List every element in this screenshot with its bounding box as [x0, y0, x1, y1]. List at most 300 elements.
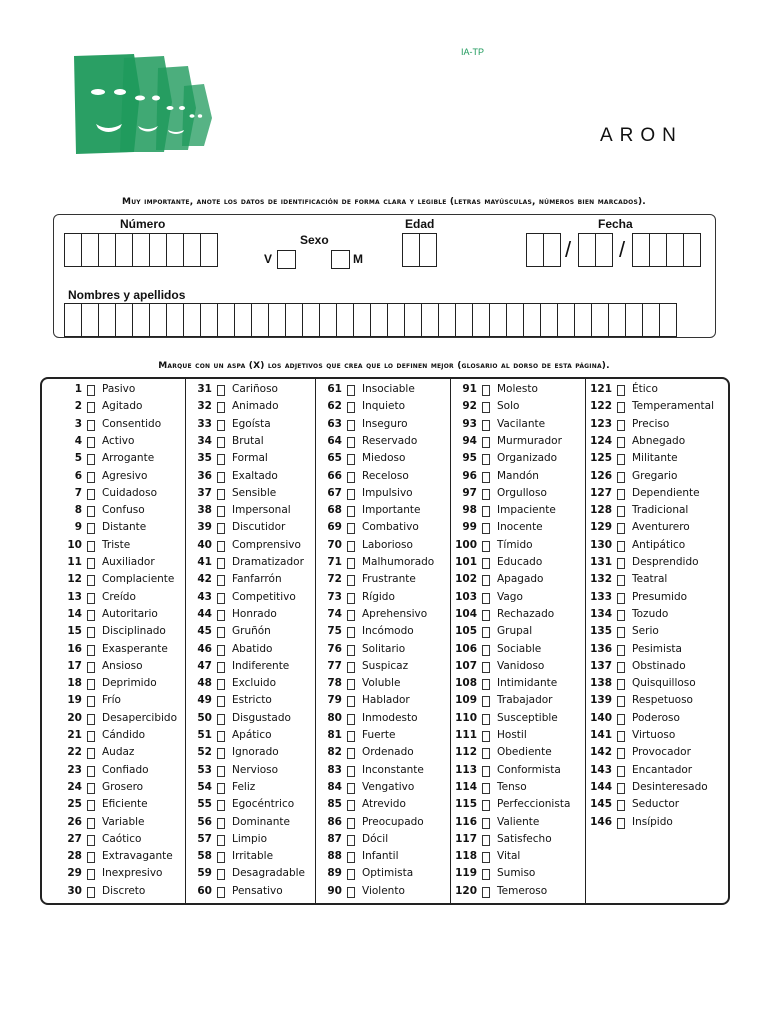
digit-box[interactable]: [595, 233, 613, 267]
empty-checkbox-icon[interactable]: [217, 852, 225, 863]
empty-checkbox-icon[interactable]: [87, 852, 95, 863]
item-number: 17: [67, 659, 82, 672]
empty-checkbox-icon[interactable]: [217, 523, 225, 534]
empty-checkbox-icon[interactable]: [87, 748, 95, 759]
empty-checkbox-icon[interactable]: [87, 437, 95, 448]
empty-checkbox-icon[interactable]: [617, 645, 625, 656]
adjective-label: Cuidadoso: [102, 486, 157, 499]
empty-checkbox-icon[interactable]: [87, 869, 95, 880]
empty-checkbox-icon[interactable]: [347, 454, 355, 465]
digit-box[interactable]: [526, 233, 544, 267]
page-title: ARON: [600, 125, 683, 146]
empty-checkbox-icon[interactable]: [482, 835, 490, 846]
empty-checkbox-icon[interactable]: [617, 489, 625, 500]
empty-checkbox-icon[interactable]: [482, 800, 490, 811]
empty-checkbox-icon[interactable]: [347, 402, 355, 413]
empty-checkbox-icon[interactable]: [347, 558, 355, 569]
empty-checkbox-icon[interactable]: [347, 696, 355, 707]
item-number: 107: [455, 659, 477, 672]
empty-checkbox-icon[interactable]: [617, 402, 625, 413]
empty-checkbox-icon[interactable]: [87, 420, 95, 431]
item-number: 19: [67, 694, 82, 707]
letter-box[interactable]: [625, 303, 643, 337]
empty-checkbox-icon[interactable]: [217, 558, 225, 569]
empty-checkbox-icon[interactable]: [482, 489, 490, 500]
letter-box[interactable]: [472, 303, 490, 337]
empty-checkbox-icon[interactable]: [87, 541, 95, 552]
empty-checkbox-icon[interactable]: [87, 766, 95, 777]
edad-field[interactable]: [402, 233, 436, 267]
adjective-label: Irritable: [232, 850, 274, 863]
item-number: 45: [197, 625, 212, 638]
letter-box[interactable]: [370, 303, 388, 337]
letter-box[interactable]: [319, 303, 337, 337]
letter-box[interactable]: [404, 303, 422, 337]
empty-checkbox-icon[interactable]: [87, 800, 95, 811]
empty-checkbox-icon[interactable]: [482, 523, 490, 534]
letter-box[interactable]: [574, 303, 592, 337]
adjective-label: Provocador: [632, 746, 691, 759]
empty-checkbox-icon[interactable]: [347, 714, 355, 725]
empty-checkbox-icon[interactable]: [87, 558, 95, 569]
letter-box[interactable]: [608, 303, 626, 337]
empty-checkbox-icon[interactable]: [347, 437, 355, 448]
empty-checkbox-icon[interactable]: [347, 541, 355, 552]
letter-box[interactable]: [455, 303, 473, 337]
item-number: 125: [590, 452, 612, 465]
empty-checkbox-icon[interactable]: [347, 662, 355, 673]
empty-checkbox-icon[interactable]: [482, 714, 490, 725]
adjective-label: Malhumorado: [362, 556, 435, 568]
empty-checkbox-icon[interactable]: [87, 679, 95, 690]
adjective-label: Abatido: [232, 642, 273, 655]
item-number: 60: [197, 884, 212, 897]
item-number: 15: [67, 625, 82, 638]
letter-box[interactable]: [149, 303, 167, 337]
digit-box[interactable]: [578, 233, 596, 267]
letter-box[interactable]: [132, 303, 150, 337]
digit-box[interactable]: [649, 233, 667, 267]
empty-checkbox-icon[interactable]: [87, 402, 95, 413]
item-number: 134: [590, 607, 612, 620]
nombres-field[interactable]: [64, 303, 676, 337]
digit-box[interactable]: [81, 233, 99, 267]
date-separator: /: [565, 237, 572, 262]
item-number: 142: [590, 746, 612, 759]
item-number: 106: [455, 642, 477, 655]
digit-box[interactable]: [666, 233, 684, 267]
empty-checkbox-icon[interactable]: [217, 748, 225, 759]
empty-checkbox-icon[interactable]: [87, 714, 95, 725]
empty-checkbox-icon[interactable]: [347, 766, 355, 777]
item-number: 145: [590, 798, 612, 811]
empty-checkbox-icon[interactable]: [87, 523, 95, 534]
adjective-label: Confuso: [102, 504, 145, 517]
letter-box[interactable]: [591, 303, 609, 337]
empty-checkbox-icon[interactable]: [347, 800, 355, 811]
empty-checkbox-icon[interactable]: [347, 645, 355, 656]
empty-checkbox-icon[interactable]: [617, 662, 625, 673]
empty-checkbox-icon[interactable]: [617, 472, 625, 483]
letter-box[interactable]: [438, 303, 456, 337]
empty-checkbox-icon[interactable]: [217, 800, 225, 811]
empty-checkbox-icon[interactable]: [347, 852, 355, 863]
empty-checkbox-icon[interactable]: [347, 887, 355, 898]
empty-checkbox-icon[interactable]: [347, 731, 355, 742]
letter-box[interactable]: [217, 303, 235, 337]
adjective-label: Pensativo: [232, 884, 283, 897]
empty-checkbox-icon[interactable]: [87, 489, 95, 500]
empty-checkbox-icon[interactable]: [347, 472, 355, 483]
empty-checkbox-icon[interactable]: [347, 869, 355, 880]
letter-box[interactable]: [523, 303, 541, 337]
item-number: 50: [197, 711, 212, 724]
empty-checkbox-icon[interactable]: [217, 627, 225, 638]
empty-checkbox-icon[interactable]: [347, 679, 355, 690]
empty-checkbox-icon[interactable]: [482, 679, 490, 690]
adjective-label: Audaz: [102, 746, 135, 759]
adjective-label: Temperamental: [632, 400, 715, 413]
adjective-label: Susceptible: [497, 711, 558, 724]
letter-box[interactable]: [268, 303, 286, 337]
empty-checkbox-icon[interactable]: [217, 575, 225, 586]
empty-checkbox-icon[interactable]: [217, 731, 225, 742]
empty-checkbox-icon[interactable]: [482, 662, 490, 673]
empty-checkbox-icon[interactable]: [217, 472, 225, 483]
letter-box[interactable]: [98, 303, 116, 337]
empty-checkbox-icon[interactable]: [617, 454, 625, 465]
adjective-label: Desprendido: [632, 556, 699, 568]
empty-checkbox-icon[interactable]: [482, 437, 490, 448]
sexo-m-checkbox[interactable]: [331, 250, 350, 269]
empty-checkbox-icon[interactable]: [217, 869, 225, 880]
adjective-label: Desapercibido: [102, 711, 178, 724]
fecha-year-field[interactable]: [632, 233, 700, 267]
empty-checkbox-icon[interactable]: [217, 385, 225, 396]
item-number: 12: [67, 573, 82, 586]
item-number: 126: [590, 469, 612, 482]
empty-checkbox-icon[interactable]: [347, 420, 355, 431]
item-number: 56: [197, 815, 212, 828]
empty-checkbox-icon[interactable]: [617, 575, 625, 586]
empty-checkbox-icon[interactable]: [482, 783, 490, 794]
letter-box[interactable]: [166, 303, 184, 337]
letter-box[interactable]: [285, 303, 303, 337]
empty-checkbox-icon[interactable]: [87, 506, 95, 517]
letter-box[interactable]: [81, 303, 99, 337]
empty-checkbox-icon[interactable]: [347, 748, 355, 759]
empty-checkbox-icon[interactable]: [87, 472, 95, 483]
letter-box[interactable]: [336, 303, 354, 337]
empty-checkbox-icon[interactable]: [217, 887, 225, 898]
item-number: 23: [67, 763, 82, 776]
digit-box[interactable]: [115, 233, 133, 267]
empty-checkbox-icon[interactable]: [482, 541, 490, 552]
empty-checkbox-icon[interactable]: [617, 679, 625, 690]
empty-checkbox-icon[interactable]: [617, 385, 625, 396]
empty-checkbox-icon[interactable]: [482, 696, 490, 707]
digit-box[interactable]: [64, 233, 82, 267]
adjective-label: Hostil: [497, 729, 527, 741]
empty-checkbox-icon[interactable]: [217, 662, 225, 673]
empty-checkbox-icon[interactable]: [482, 766, 490, 777]
empty-checkbox-icon[interactable]: [87, 818, 95, 829]
digit-box[interactable]: [632, 233, 650, 267]
empty-checkbox-icon[interactable]: [347, 627, 355, 638]
empty-checkbox-icon[interactable]: [87, 645, 95, 656]
empty-checkbox-icon[interactable]: [347, 523, 355, 534]
empty-checkbox-icon[interactable]: [217, 818, 225, 829]
digit-box[interactable]: [543, 233, 561, 267]
empty-checkbox-icon[interactable]: [87, 887, 95, 898]
empty-checkbox-icon[interactable]: [217, 420, 225, 431]
empty-checkbox-icon[interactable]: [217, 766, 225, 777]
item-number: 41: [197, 556, 212, 568]
adjective-label: Serio: [632, 625, 659, 638]
item-number: 39: [197, 521, 212, 534]
digit-box[interactable]: [402, 233, 420, 267]
adjective-label: Intimidante: [497, 677, 558, 690]
adjective-label: Animado: [232, 400, 279, 413]
empty-checkbox-icon[interactable]: [87, 627, 95, 638]
letter-box[interactable]: [64, 303, 82, 337]
item-number: 141: [590, 729, 612, 741]
item-number: 144: [590, 780, 612, 793]
letter-box[interactable]: [387, 303, 405, 337]
empty-checkbox-icon[interactable]: [617, 783, 625, 794]
empty-checkbox-icon[interactable]: [482, 420, 490, 431]
item-number: 7: [74, 486, 82, 499]
empty-checkbox-icon[interactable]: [617, 818, 625, 829]
adjective-label: Agresivo: [102, 469, 148, 482]
empty-checkbox-icon[interactable]: [482, 472, 490, 483]
empty-checkbox-icon[interactable]: [617, 748, 625, 759]
empty-checkbox-icon[interactable]: [482, 748, 490, 759]
empty-checkbox-icon[interactable]: [617, 420, 625, 431]
empty-checkbox-icon[interactable]: [482, 645, 490, 656]
letter-box[interactable]: [506, 303, 524, 337]
item-number: 137: [590, 659, 612, 672]
digit-box[interactable]: [166, 233, 184, 267]
empty-checkbox-icon[interactable]: [217, 506, 225, 517]
letter-box[interactable]: [353, 303, 371, 337]
digit-box[interactable]: [132, 233, 150, 267]
digit-box[interactable]: [419, 233, 437, 267]
empty-checkbox-icon[interactable]: [217, 645, 225, 656]
empty-checkbox-icon[interactable]: [217, 593, 225, 604]
empty-checkbox-icon[interactable]: [482, 506, 490, 517]
item-number: 135: [590, 625, 612, 638]
adjective-label: Dócil: [362, 832, 389, 845]
fecha-month-field[interactable]: [578, 233, 612, 267]
empty-checkbox-icon[interactable]: [87, 610, 95, 621]
item-number: 114: [455, 780, 477, 793]
adjective-label: Inseguro: [362, 417, 408, 430]
empty-checkbox-icon[interactable]: [482, 402, 490, 413]
empty-checkbox-icon[interactable]: [617, 627, 625, 638]
letter-box[interactable]: [659, 303, 677, 337]
adjective-label: Discutidor: [232, 521, 286, 534]
empty-checkbox-icon[interactable]: [482, 610, 490, 621]
empty-checkbox-icon[interactable]: [617, 766, 625, 777]
adjective-label: Confiado: [102, 763, 149, 776]
letter-box[interactable]: [540, 303, 558, 337]
empty-checkbox-icon[interactable]: [217, 679, 225, 690]
empty-checkbox-icon[interactable]: [347, 575, 355, 586]
item-number: 59: [197, 867, 212, 880]
letter-box[interactable]: [642, 303, 660, 337]
empty-checkbox-icon[interactable]: [617, 731, 625, 742]
empty-checkbox-icon[interactable]: [347, 593, 355, 604]
adjective-label: Satisfecho: [497, 832, 552, 845]
letter-box[interactable]: [115, 303, 133, 337]
empty-checkbox-icon[interactable]: [217, 437, 225, 448]
empty-checkbox-icon[interactable]: [482, 869, 490, 880]
empty-checkbox-icon[interactable]: [482, 558, 490, 569]
empty-checkbox-icon[interactable]: [87, 593, 95, 604]
adjective-label: Seductor: [632, 798, 680, 811]
empty-checkbox-icon[interactable]: [217, 783, 225, 794]
empty-checkbox-icon[interactable]: [87, 731, 95, 742]
empty-checkbox-icon[interactable]: [217, 610, 225, 621]
empty-checkbox-icon[interactable]: [482, 887, 490, 898]
digit-box[interactable]: [683, 233, 701, 267]
digit-box[interactable]: [200, 233, 218, 267]
adjective-label: Auxiliador: [102, 556, 155, 568]
adjective-label: Honrado: [232, 607, 277, 620]
empty-checkbox-icon[interactable]: [217, 696, 225, 707]
adjective-label: Impersonal: [232, 504, 291, 517]
item-number: 62: [327, 400, 342, 413]
adjective-label: Insociable: [362, 383, 415, 395]
empty-checkbox-icon[interactable]: [617, 506, 625, 517]
empty-checkbox-icon[interactable]: [482, 818, 490, 829]
adjective-label: Ansioso: [102, 659, 143, 672]
fecha-day-field[interactable]: [526, 233, 560, 267]
digit-box[interactable]: [149, 233, 167, 267]
empty-checkbox-icon[interactable]: [347, 783, 355, 794]
empty-checkbox-icon[interactable]: [482, 385, 490, 396]
item-number: 57: [197, 832, 212, 845]
empty-checkbox-icon[interactable]: [87, 385, 95, 396]
adjective-label: Fanfarrón: [232, 573, 282, 586]
empty-checkbox-icon[interactable]: [87, 783, 95, 794]
empty-checkbox-icon[interactable]: [617, 714, 625, 725]
empty-checkbox-icon[interactable]: [217, 714, 225, 725]
adjective-label: Vital: [497, 850, 521, 863]
adjective-label: Deprimido: [102, 677, 157, 690]
empty-checkbox-icon[interactable]: [87, 835, 95, 846]
adjective-label: Inquieto: [362, 400, 405, 413]
empty-checkbox-icon[interactable]: [482, 575, 490, 586]
adjective-label: Reservado: [362, 434, 418, 447]
empty-checkbox-icon[interactable]: [347, 818, 355, 829]
empty-checkbox-icon[interactable]: [617, 541, 625, 552]
numero-field[interactable]: [64, 233, 217, 267]
item-number: 123: [590, 417, 612, 430]
empty-checkbox-icon[interactable]: [617, 593, 625, 604]
digit-box[interactable]: [183, 233, 201, 267]
empty-checkbox-icon[interactable]: [217, 454, 225, 465]
item-number: 10: [67, 538, 82, 551]
adjective-label: Insípido: [632, 815, 673, 828]
empty-checkbox-icon[interactable]: [87, 575, 95, 586]
digit-box[interactable]: [98, 233, 116, 267]
adjective-label: Sensible: [232, 486, 277, 499]
adjective-label: Tradicional: [632, 504, 689, 517]
empty-checkbox-icon[interactable]: [87, 454, 95, 465]
adjective-label: Organizado: [497, 452, 558, 465]
item-number: 66: [327, 469, 342, 482]
item-number: 118: [455, 850, 477, 863]
item-number: 40: [197, 538, 212, 551]
empty-checkbox-icon[interactable]: [617, 437, 625, 448]
letter-box[interactable]: [302, 303, 320, 337]
adjective-label: Atrevido: [362, 798, 406, 811]
empty-checkbox-icon[interactable]: [482, 593, 490, 604]
empty-checkbox-icon[interactable]: [482, 454, 490, 465]
adjective-label: Inmodesto: [362, 711, 418, 724]
item-number: 124: [590, 434, 612, 447]
empty-checkbox-icon[interactable]: [87, 696, 95, 707]
empty-checkbox-icon[interactable]: [617, 610, 625, 621]
sexo-label: Sexo: [300, 233, 329, 247]
adjective-label: Orgulloso: [497, 486, 547, 499]
empty-checkbox-icon[interactable]: [482, 852, 490, 863]
item-number: 143: [590, 763, 612, 776]
empty-checkbox-icon[interactable]: [347, 506, 355, 517]
empty-checkbox-icon[interactable]: [347, 835, 355, 846]
adjective-label: Impulsivo: [362, 486, 413, 499]
adjective-label: Nervioso: [232, 763, 279, 776]
item-number: 98: [462, 504, 477, 517]
empty-checkbox-icon[interactable]: [347, 610, 355, 621]
letter-box[interactable]: [200, 303, 218, 337]
empty-checkbox-icon[interactable]: [347, 489, 355, 500]
empty-checkbox-icon[interactable]: [87, 662, 95, 673]
letter-box[interactable]: [234, 303, 252, 337]
empty-checkbox-icon[interactable]: [617, 800, 625, 811]
item-number: 112: [455, 746, 477, 759]
adjective-label: Receloso: [362, 469, 409, 482]
empty-checkbox-icon[interactable]: [217, 402, 225, 413]
empty-checkbox-icon[interactable]: [482, 627, 490, 638]
item-number: 85: [327, 798, 342, 811]
empty-checkbox-icon[interactable]: [217, 489, 225, 500]
letter-box[interactable]: [489, 303, 507, 337]
item-number: 36: [197, 469, 212, 482]
item-number: 13: [67, 590, 82, 603]
letter-box[interactable]: [183, 303, 201, 337]
empty-checkbox-icon[interactable]: [347, 385, 355, 396]
item-number: 120: [455, 884, 477, 897]
adjective-label: Encantador: [632, 763, 693, 776]
empty-checkbox-icon[interactable]: [217, 835, 225, 846]
item-number: 90: [327, 884, 342, 897]
empty-checkbox-icon[interactable]: [617, 523, 625, 534]
adjective-label: Militante: [632, 452, 678, 465]
empty-checkbox-icon[interactable]: [217, 541, 225, 552]
letter-box[interactable]: [251, 303, 269, 337]
empty-checkbox-icon[interactable]: [617, 558, 625, 569]
sexo-m-label: M: [353, 252, 363, 266]
sexo-v-checkbox[interactable]: [277, 250, 296, 269]
letter-box[interactable]: [421, 303, 439, 337]
letter-box[interactable]: [557, 303, 575, 337]
empty-checkbox-icon[interactable]: [617, 696, 625, 707]
empty-checkbox-icon[interactable]: [482, 731, 490, 742]
item-number: 37: [197, 486, 212, 499]
